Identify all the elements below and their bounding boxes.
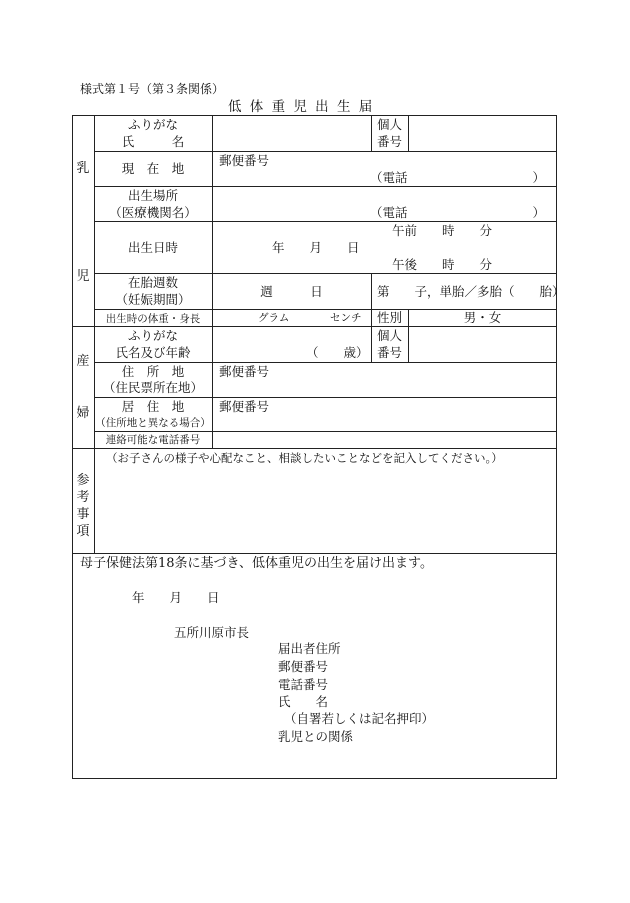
mother-residence-sub-label: （住所地と異なる場合） bbox=[95, 417, 211, 429]
reporter-address-label: 届出者住所 bbox=[278, 641, 341, 656]
birthdate-value: 年 月 日 bbox=[272, 240, 360, 255]
infant-postal-label: 郵便番号 bbox=[219, 153, 270, 168]
mother-residence-postal: 郵便番号 bbox=[219, 399, 270, 414]
weight-height-label: 出生時の体重・身長 bbox=[105, 313, 201, 325]
mother-kojin-label-2: 番号 bbox=[376, 345, 402, 360]
birthplace-field[interactable] bbox=[214, 188, 555, 219]
infant-furigana-label: ふりがな bbox=[127, 117, 178, 132]
mother-address-label: 住 所 地 bbox=[121, 364, 185, 379]
infant-name-label: 氏 名 bbox=[121, 134, 185, 149]
mother-address-postal: 郵便番号 bbox=[219, 364, 270, 379]
relation-label: 乳児との関係 bbox=[278, 729, 354, 744]
birthdate-field[interactable] bbox=[214, 223, 555, 271]
section-label-infant-2: 児 bbox=[76, 269, 90, 284]
mother-age-value: （ 歳） bbox=[306, 345, 369, 360]
birth-time-am: 午前 時 分 bbox=[392, 223, 493, 238]
notes-instruction: （お子さんの様子や心配なこと、相談したいことなどを記入してください。） bbox=[106, 451, 503, 465]
birthplace-sub-label: （医療機関名） bbox=[109, 205, 197, 220]
mother-address-field[interactable] bbox=[214, 364, 555, 395]
height-unit: センチ bbox=[330, 312, 362, 324]
section-label-mother-1: 産 bbox=[76, 354, 90, 369]
gestation-label: 在胎週数 bbox=[127, 275, 178, 290]
sex-label: 性別 bbox=[376, 310, 402, 325]
seal-note: （自署若しくは記名押印） bbox=[284, 711, 435, 726]
declaration-statement: 母子保健法第18条に基づき、低体重児の出生を届け出ます。 bbox=[80, 556, 433, 571]
section-label-infant-1: 乳 bbox=[76, 161, 90, 176]
birth-order-value: 第 子，単胎／多胎（ 胎） bbox=[377, 284, 565, 299]
gestation-field[interactable] bbox=[214, 275, 369, 307]
infant-address-field[interactable] bbox=[214, 153, 555, 184]
infant-phone-label: （電話 ） bbox=[370, 170, 546, 185]
gestation-value: 週 日 bbox=[260, 284, 323, 299]
section-label-mother-2: 婦 bbox=[76, 406, 90, 421]
infant-kojin-label-2: 番号 bbox=[376, 134, 402, 149]
form-number: 様式第１号（第３条関係） bbox=[80, 82, 225, 96]
reporter-postal-label: 郵便番号 bbox=[278, 659, 329, 674]
birthplace-label: 出生場所 bbox=[127, 188, 178, 203]
birth-time-pm: 午後 時 分 bbox=[392, 257, 493, 272]
mother-individual-number-field[interactable] bbox=[410, 328, 555, 360]
section-label-notes: 参考事項 bbox=[76, 473, 90, 539]
notes-field[interactable] bbox=[96, 466, 555, 551]
mother-residence-label: 居 住 地 bbox=[121, 399, 185, 414]
infant-kojin-label-1: 個人 bbox=[376, 117, 402, 132]
mother-address-sub-label: （住民票所在地） bbox=[102, 380, 203, 395]
infant-name-field[interactable] bbox=[214, 117, 369, 149]
reporter-name-label: 氏 名 bbox=[278, 694, 329, 709]
mother-name-age-label: 氏名及び年齢 bbox=[115, 345, 191, 360]
mother-furigana-label: ふりがな bbox=[127, 328, 178, 343]
sex-value[interactable]: 男・女 bbox=[463, 310, 502, 325]
mother-kojin-label-1: 個人 bbox=[376, 328, 402, 343]
infant-individual-number-field[interactable] bbox=[410, 117, 555, 149]
weight-unit: グラム bbox=[258, 312, 290, 324]
birthplace-phone-label: （電話 ） bbox=[370, 205, 546, 220]
reporter-phone-label: 電話番号 bbox=[278, 677, 329, 692]
mother-name-field[interactable] bbox=[214, 328, 369, 360]
contact-phone-label: 連絡可能な電話番号 bbox=[105, 434, 201, 446]
contact-phone-field[interactable] bbox=[214, 433, 555, 447]
infant-address-label: 現 在 地 bbox=[121, 161, 185, 176]
form-title: 低 体 重 児 出 生 届 bbox=[228, 99, 375, 115]
gestation-sub-label: （妊娠期間） bbox=[115, 292, 191, 307]
declaration-date: 年 月 日 bbox=[132, 590, 220, 605]
birthdate-label: 出生日時 bbox=[127, 240, 178, 255]
mother-residence-field[interactable] bbox=[214, 399, 555, 429]
field-column-divider bbox=[212, 115, 213, 448]
mayor-addressee: 五所川原市長 bbox=[174, 625, 250, 640]
